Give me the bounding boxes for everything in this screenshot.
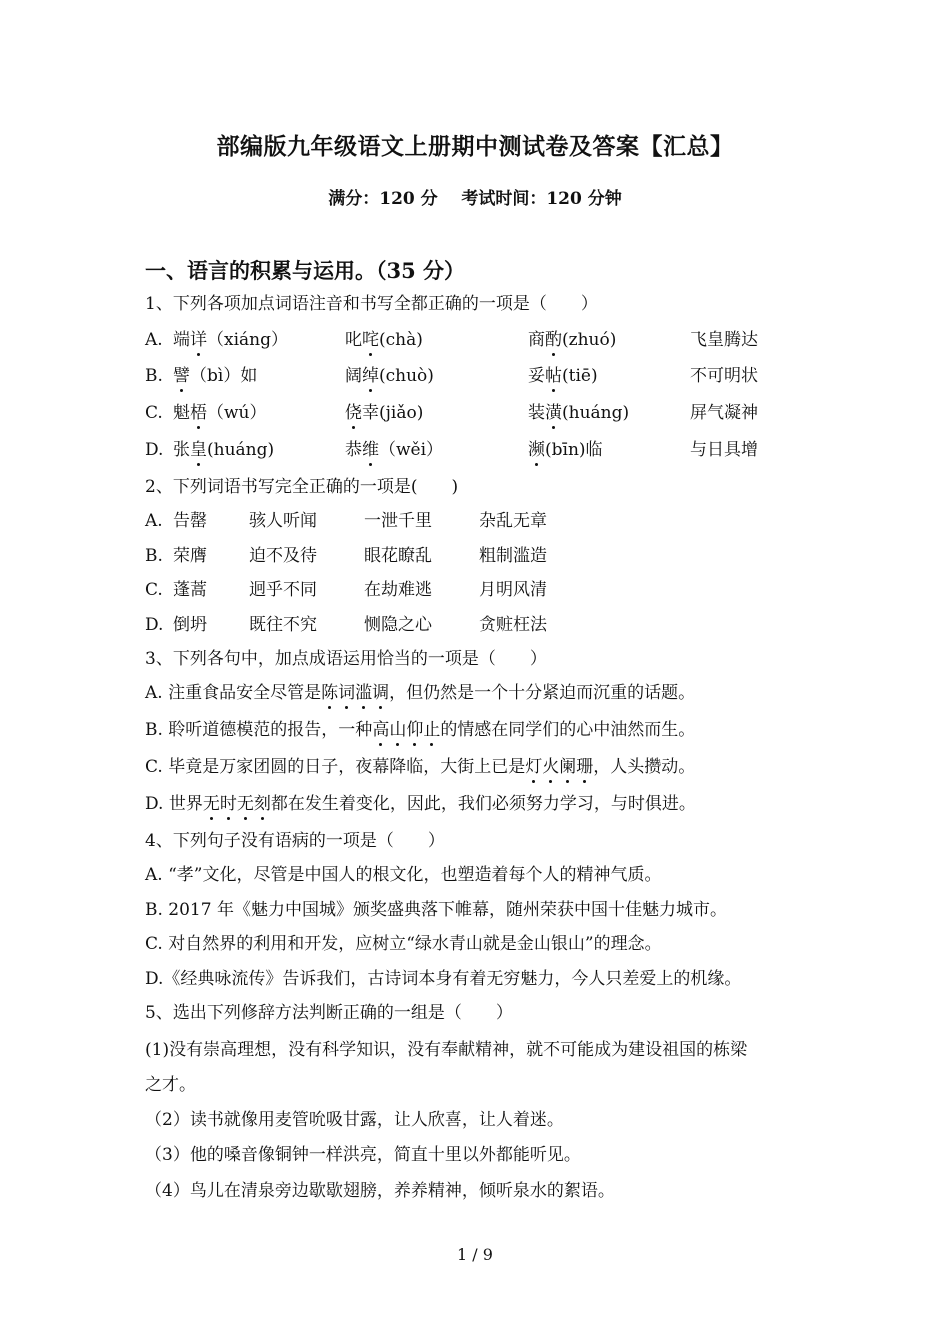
word-cell-1: 端详（xiáng） bbox=[173, 330, 288, 350]
word-cell-3: 妥帖(tiē) bbox=[528, 366, 598, 386]
q3-option-a: A. 注重食品安全尽管是陈词滥调，但仍然是一个十分紧迫而沉重的话题。 bbox=[145, 683, 696, 703]
page-number: 1 / 9 bbox=[457, 1245, 493, 1264]
q4-option-c: C. 对自然界的利用和开发，应树立“绿水青山就是金山银山”的理念。 bbox=[145, 934, 662, 954]
option-label: B. bbox=[145, 546, 163, 566]
word-cell-4: 贪赃枉法 bbox=[479, 615, 547, 635]
word-cell-2: 阔绰(chuò) bbox=[345, 366, 434, 386]
word-cell-3: 装潢(huáng) bbox=[528, 403, 630, 423]
word-cell-1: 倒坍 bbox=[173, 615, 207, 635]
word-cell-2: 侥幸(jiǎo) bbox=[345, 403, 424, 423]
word-cell-1: 告罄 bbox=[173, 511, 207, 531]
word-cell-2: 恭维（wěi） bbox=[345, 440, 444, 460]
word-cell-1: 张皇(huáng) bbox=[173, 440, 275, 460]
q5-item-3: （3）他的嗓音像铜钟一样洪亮，简直十里以外都能听见。 bbox=[145, 1145, 581, 1165]
dotted-idiom: 无时无刻 bbox=[202, 794, 271, 814]
word-cell-2: 迥乎不同 bbox=[249, 580, 317, 600]
word-cell-3: 恻隐之心 bbox=[364, 615, 432, 635]
option-label: C. bbox=[145, 403, 163, 423]
section-heading: 一、语言的积累与运用。（35 分） bbox=[145, 258, 466, 283]
q2-stem: 2、下列词语书写完全正确的一项是( ) bbox=[145, 477, 459, 497]
q5-stem: 5、选出下列修辞方法判断正确的一组是（ ） bbox=[145, 1003, 513, 1023]
word-cell-3: 眼花瞭乱 bbox=[364, 546, 432, 566]
word-cell-3: 一泄千里 bbox=[364, 511, 432, 531]
option-label: B. bbox=[145, 366, 163, 386]
word-cell-2: 迫不及待 bbox=[249, 546, 317, 566]
word-cell-4: 粗制滥造 bbox=[479, 546, 547, 566]
q4-stem: 4、下列句子没有语病的一项是（ ） bbox=[145, 831, 445, 851]
word-cell-4: 飞皇腾达 bbox=[690, 330, 758, 350]
document-title: 部编版九年级语文上册期中测试卷及答案【汇总】 bbox=[216, 133, 734, 160]
word-cell-1: 譬（bì）如 bbox=[173, 366, 258, 386]
word-cell-4: 不可明状 bbox=[690, 366, 758, 386]
q5-item-4: （4）鸟儿在清泉旁边歇歇翅膀，养养精神，倾听泉水的絮语。 bbox=[145, 1181, 615, 1201]
q3-option-b: B. 聆听道德模范的报告，一种高山仰止的情感在同学们的心中油然而生。 bbox=[145, 720, 696, 740]
q4-option-b: B. 2017 年《魅力中国城》颁奖盛典落下帷幕，随州荣获中国十佳魅力城市。 bbox=[145, 900, 727, 920]
option-label: C. bbox=[145, 580, 163, 600]
option-label: D. bbox=[145, 440, 164, 460]
q3-option-c: C. 毕竟是万家团圆的日子，夜幕降临，大街上已是灯火阑珊，人头攒动。 bbox=[145, 757, 696, 777]
option-label: D. bbox=[145, 615, 164, 635]
word-cell-4: 屏气凝神 bbox=[690, 403, 758, 423]
option-label: A. bbox=[145, 511, 163, 531]
q1-stem: 1、下列各项加点词语注音和书写全都正确的一项是（ ） bbox=[145, 294, 598, 314]
word-cell-2: 叱咤(chà) bbox=[345, 330, 423, 350]
dotted-idiom: 陈词滥调 bbox=[321, 683, 390, 703]
option-label: A. bbox=[145, 330, 163, 350]
q4-option-a: A. “孝”文化，尽管是中国人的根文化，也塑造着每个人的精神气质。 bbox=[145, 865, 662, 885]
q5-item-1-line-2: 之才。 bbox=[145, 1075, 196, 1095]
q5-item-2: （2）读书就像用麦管吮吸甘露，让人欣喜，让人着迷。 bbox=[145, 1110, 564, 1130]
word-cell-4: 与日具增 bbox=[690, 440, 758, 460]
word-cell-1: 蓬蒿 bbox=[173, 580, 207, 600]
word-cell-1: 荣膺 bbox=[173, 546, 207, 566]
word-cell-3: 濒(bīn)临 bbox=[528, 440, 603, 460]
word-cell-2: 既往不究 bbox=[249, 615, 317, 635]
word-cell-4: 月明风清 bbox=[479, 580, 547, 600]
word-cell-2: 骇人听闻 bbox=[249, 511, 317, 531]
word-cell-4: 杂乱无章 bbox=[479, 511, 547, 531]
score-time-line: 满分：120 分 考试时间：120 分钟 bbox=[328, 189, 622, 209]
dotted-idiom: 高山仰止 bbox=[372, 720, 441, 740]
q3-option-d: D. 世界无时无刻都在发生着变化，因此，我们必须努力学习，与时俱进。 bbox=[145, 794, 696, 814]
dotted-idiom: 灯火阑珊 bbox=[525, 757, 594, 777]
word-cell-3: 在劫难逃 bbox=[364, 580, 432, 600]
word-cell-3: 商酌(zhuó) bbox=[528, 330, 617, 350]
word-cell-1: 魁梧（wú） bbox=[173, 403, 267, 423]
q5-item-1-line-1: (1)没有崇高理想，没有科学知识，没有奉献精神，就不可能成为建设祖国的栋梁 bbox=[145, 1040, 748, 1060]
q4-option-d: D.《经典咏流传》告诉我们，古诗词本身有着无穷魅力，今人只差爱上的机缘。 bbox=[145, 969, 742, 989]
q3-stem: 3、下列各句中，加点成语运用恰当的一项是（ ） bbox=[145, 649, 547, 669]
